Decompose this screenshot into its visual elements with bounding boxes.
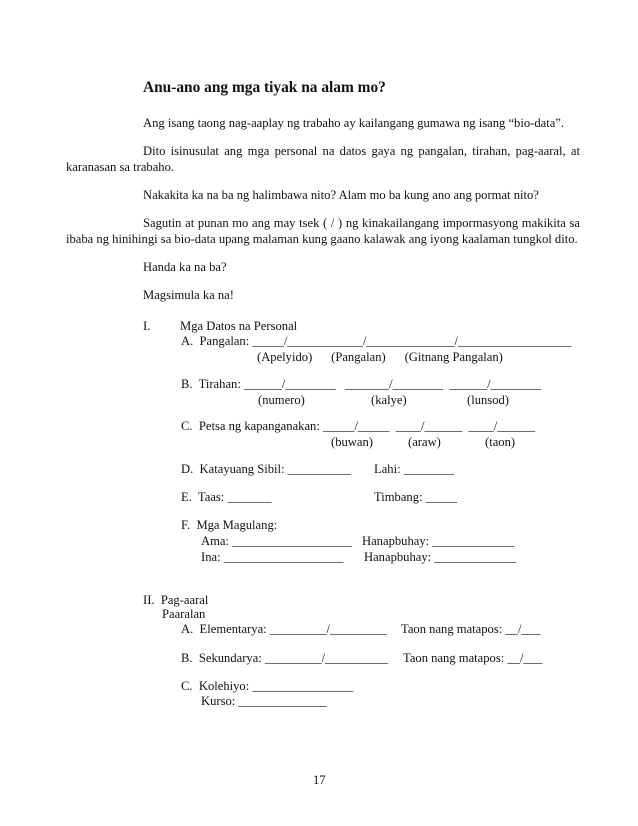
section-2-paaralan: Paaralan (162, 607, 206, 621)
field-katayuang-sibil: D. Katayuang Sibil: __________ (181, 462, 351, 476)
field-ina: Ina: ___________________ (201, 550, 344, 564)
section-2-title: II. Pag-aaral (143, 593, 209, 607)
field-sekundarya-taon: Taon nang matapos: __/___ (403, 651, 543, 665)
page-number: 17 (313, 773, 326, 787)
field-kurso: Kurso: ______________ (201, 694, 327, 708)
field-pangalan: A. Pangalan: _____/____________/______________/__________________ (181, 334, 572, 348)
section-1-number: I. (143, 319, 151, 333)
label-kalye: (kalye) (371, 393, 407, 407)
intro-paragraph-2-line-1: Dito isinusulat ang mga personal na datos gaya ng pangalan, tirahan, pag-aaral, at (143, 144, 580, 158)
label-araw: (araw) (408, 435, 441, 449)
label-lunsod: (lunsod) (467, 393, 509, 407)
intro-paragraph-3: Nakakita ka na ba ng halimbawa nito? Alam mo ba kung ano ang pormat nito? (143, 188, 539, 202)
field-tirahan: B. Tirahan: ______/________ _______/________ ______/________ (181, 377, 541, 391)
page-heading: Anu-ano ang mga tiyak na alam mo? (143, 79, 386, 96)
intro-paragraph-1: Ang isang taong nag-aaplay ng trabaho ay kailangang gumawa ng isang “bio-data”. (143, 116, 565, 130)
field-pangalan-sublabels: (Apelyido) (Pangalan) (Gitnang Pangalan) (257, 350, 503, 364)
label-buwan: (buwan) (331, 435, 373, 449)
field-petsa-kapanganakan: C. Petsa ng kapanganakan: _____/_____ ____/______ ____/______ (181, 419, 535, 433)
field-sekundarya: B. Sekundarya: _________/__________ (181, 651, 389, 665)
label-numero: (numero) (258, 393, 305, 407)
section-1-title: Mga Datos na Personal (180, 319, 298, 333)
intro-paragraph-2-line-2: karanasan sa trabaho. (66, 160, 175, 174)
field-ama-hanapbuhay: Hanapbuhay: _____________ (362, 534, 515, 548)
label-taon: (taon) (485, 435, 516, 449)
field-elementarya: A. Elementarya: _________/_________ (181, 622, 387, 636)
field-lahi: Lahi: ________ (374, 462, 455, 476)
field-mga-magulang: F. Mga Magulang: (181, 518, 278, 532)
field-kolehiyo: C. Kolehiyo: ________________ (181, 679, 354, 693)
field-elementarya-taon: Taon nang matapos: __/___ (401, 622, 541, 636)
intro-paragraph-5: Handa ka na ba? (143, 260, 227, 274)
intro-paragraph-4-line-2: ibaba ng hinihingi sa bio-data upang malaman kung gaano kalawak ang iyong kaalaman tungkol dito. (66, 232, 578, 246)
field-ama: Ama: ___________________ (201, 534, 352, 548)
field-taas: E. Taas: _______ (181, 490, 272, 504)
intro-paragraph-4-line-1: Sagutin at punan mo ang may tsek ( / ) ng kinakailangang impormasyong makikita sa (143, 216, 580, 230)
field-ina-hanapbuhay: Hanapbuhay: _____________ (364, 550, 517, 564)
field-timbang: Timbang: _____ (374, 490, 458, 504)
intro-paragraph-6: Magsimula ka na! (143, 288, 234, 302)
